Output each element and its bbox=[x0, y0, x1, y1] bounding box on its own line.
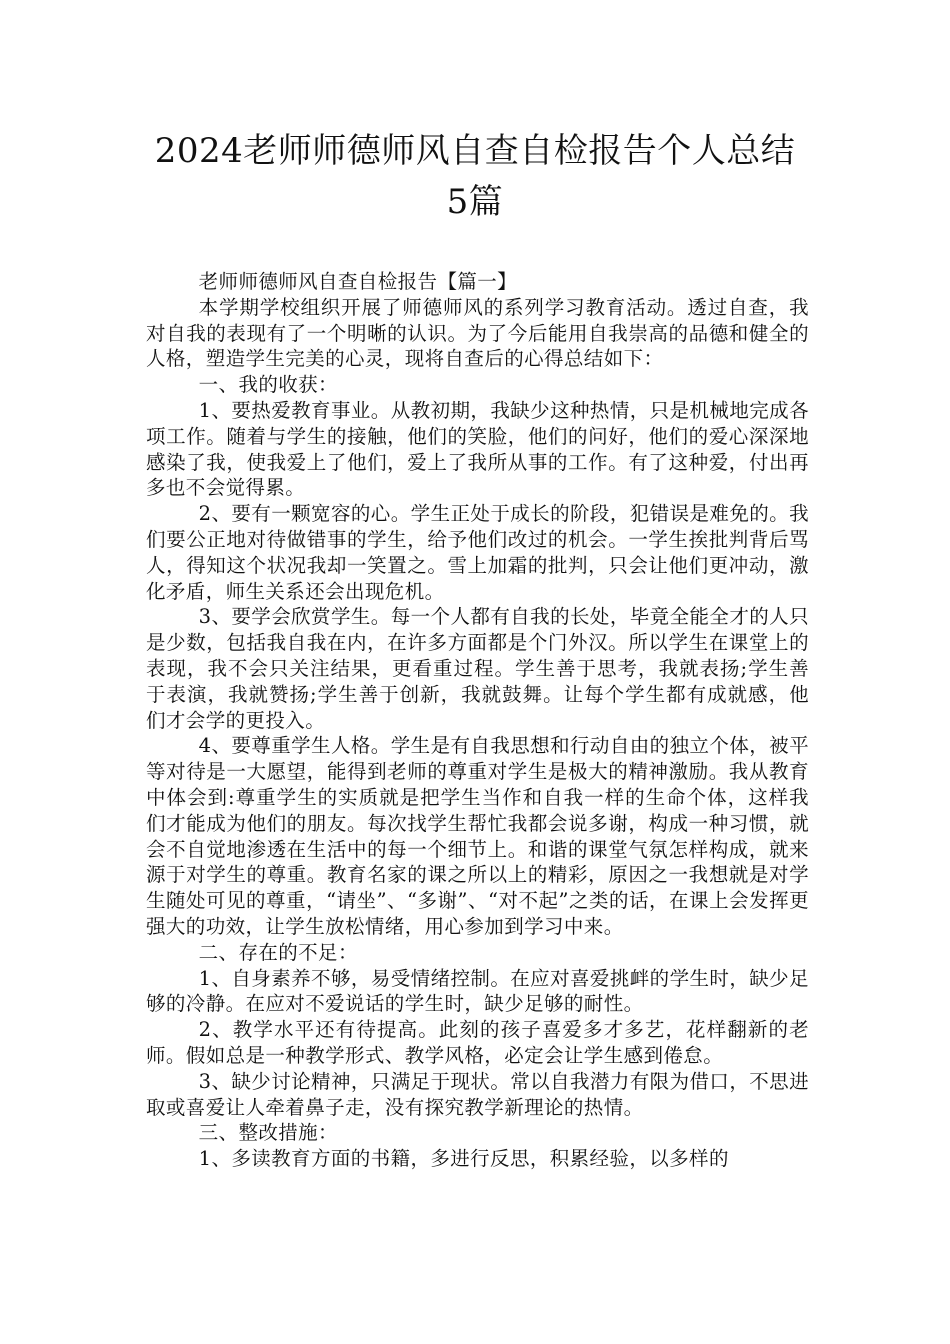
subheading: 二、存在的不足： bbox=[198, 940, 358, 964]
paragraph: 4、要尊重学生人格。学生是有自我思想和行动自由的独立个体，被平等对待是一大愿望，能得到老师的尊重对学生是极大的精神激励。我从教育中体会到:尊重学生的实质就是把学生当作和自我一样的生命个体，这样我们才能成为他们的朋友。每次找学生帮忙我都会说多谢，构成一种习惯，就会不自觉地渗透在生活中的每一个细节上。和谐的课堂气氛怎样构成，就来源于对学生的尊重。教育名家的课之所以上的精彩，原因之一我想就是对学生随处可见的尊重，“请坐”、“多谢”、“对不起”之类的话，在课上会发挥更强大的功效，让学生放松情绪，用心参加到学习中来。 bbox=[146, 734, 809, 938]
paragraph: 3、要学会欣赏学生。每一个人都有自我的长处，毕竟全能全才的人只是少数，包括我自我在内，在许多方面都是个门外汉。所以学生在课堂上的表现，我不会只关注结果，更看重过程。学生善于思考，我就表扬;学生善于表演，我就赞扬;学生善于创新，我就鼓舞。让每个学生都有成就感，他们才会学的更投入。 bbox=[146, 605, 809, 732]
document-body bbox=[146, 269, 809, 1172]
document-title bbox=[120, 126, 830, 228]
paragraph: 1、要热爱教育事业。从教初期，我缺少这种热情，只是机械地完成各项工作。随着与学生的接触，他们的笑脸，他们的问好，他们的爱心深深地感染了我，使我爱上了他们，爱上了我所从事的工作。有了这种爱，付出再多也不会觉得累。 bbox=[146, 398, 809, 500]
section-heading: 老师师德师风自查自检报告【篇一】 bbox=[198, 270, 518, 293]
paragraph: 1、自身素养不够，易受情绪控制。在应对喜爱挑衅的学生时，缺少足够的冷静。在应对不爱说话的学生时，缺少足够的耐性。 bbox=[146, 966, 809, 1016]
subheading: 三、整改措施： bbox=[198, 1121, 338, 1145]
title-line-2: 5篇 bbox=[446, 182, 504, 222]
subheading: 一、我的收获： bbox=[198, 373, 338, 397]
paragraph: 1、多读教育方面的书籍，多进行反思，积累经验，以多样的 bbox=[198, 1147, 729, 1171]
paragraph: 3、缺少讨论精神，只满足于现状。常以自我潜力有限为借口，不思进取或喜爱让人牵着鼻子走，没有探究教学新理论的热情。 bbox=[146, 1069, 809, 1119]
paragraph: 2、要有一颗宽容的心。学生正处于成长的阶段，犯错误是难免的。我们要公正地对待做错事的学生，给予他们改过的机会。一学生挨批判背后骂人，得知这个状况我却一笑置之。雪上加霜的批判，只会让他们更冲动，激化矛盾，师生关系还会出现危机。 bbox=[146, 502, 809, 603]
title-line-1: 2024老师师德师风自查自检报告个人总结 bbox=[154, 131, 796, 171]
paragraph: 2、教学水平还有待提高。此刻的孩子喜爱多才多艺，花样翻新的老师。假如总是一种教学形式、教学风格，必定会让学生感到倦怠。 bbox=[146, 1018, 809, 1067]
paragraph: 本学期学校组织开展了师德师风的系列学习教育活动。透过自查，我对自我的表现有了一个明晰的认识。为了今后能用自我崇高的品德和健全的人格，塑造学生完美的心灵，现将自查后的心得总结如下： bbox=[146, 295, 809, 371]
